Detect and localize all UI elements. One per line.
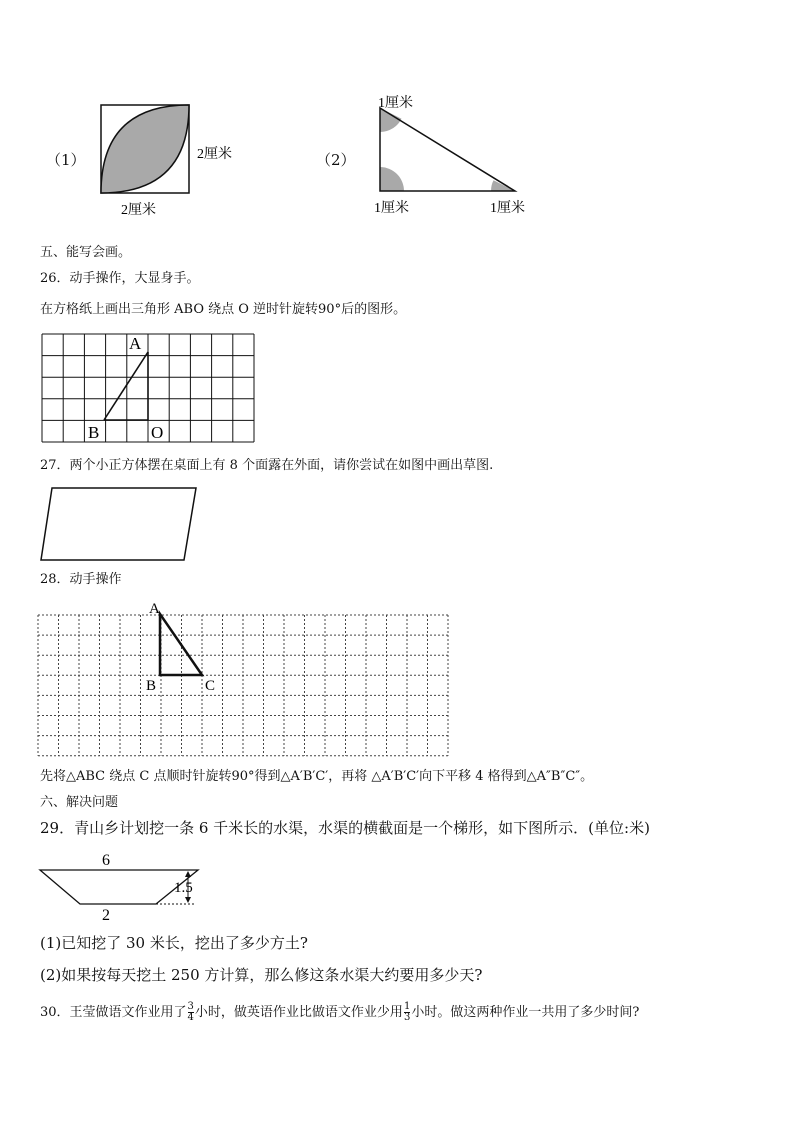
q26-side-ab [104, 352, 148, 420]
fig2-right-angle-sector [380, 167, 404, 191]
q30-frac2-den: 3 [403, 1012, 411, 1023]
q26-grid-figure [40, 332, 256, 444]
q30-part2: 小时，做英语作业比做语文作业少用 [194, 1005, 403, 1020]
q27-text: 27．两个小正方体摆在桌面上有 8 个面露在外面，请你尝试在如图中画出草图. [40, 458, 494, 473]
q27-parallelogram-shape [41, 488, 196, 560]
q27-parallelogram [38, 485, 202, 563]
q30-part3: 小时。做这两种作业一共用了多少时间? [411, 1005, 640, 1020]
q30-fraction-3-4 [188, 1002, 194, 1023]
q29-sub1: (1)已知挖了 30 米长，挖出了多少方土? [40, 934, 308, 952]
q30-frac2-num: 1 [403, 1001, 411, 1012]
fig2-bottom-right-label: 1厘米 [490, 201, 525, 216]
q29-trapezoid-figure [36, 848, 206, 924]
q26-instruction: 在方格纸上画出三角形 ABO 绕点 O 逆时针旋转90°后的图形。 [40, 302, 407, 317]
fig1-label: （1） [46, 151, 86, 169]
q30-frac1-num: 3 [187, 1001, 194, 1012]
q26-label-a: A [129, 334, 142, 353]
fig2-top-label: 1厘米 [378, 96, 413, 111]
fig1-square-leaf [95, 100, 255, 220]
fig2-bottom-left-label: 1厘米 [374, 201, 409, 216]
fig1-right-label: 2厘米 [197, 147, 232, 162]
section-5-heading: 五、能写会画。 [40, 245, 132, 260]
q30-part1: 30．王莹做语文作业用了 [40, 1005, 187, 1020]
q30-frac1-den: 4 [187, 1012, 194, 1023]
q29-height-label: 1.5 [174, 880, 193, 896]
q28-label-c: C [205, 678, 216, 694]
q28-label-a: A [149, 601, 160, 617]
q29-height-arrow-top [185, 871, 191, 877]
q29-top-label: 6 [102, 852, 110, 869]
q30-fraction-1-3 [404, 1002, 410, 1023]
q28-instruction: 先将△ABC 绕点 C 点顺时针旋转90°得到△A′B′C′，再将 △A′B′C′向下平移 4 格得到△A″B″C″。 [40, 769, 594, 784]
q28-label-b: B [146, 678, 157, 694]
fig2-label: （2） [316, 151, 356, 169]
q29-height-arrow-bottom [185, 897, 191, 903]
q29-text: 29．青山乡计划挖一条 6 千米长的水渠，水渠的横截面是一个梯形，如下图所示．(单位:米) [40, 819, 650, 837]
fig1-leaf-shape [101, 105, 189, 193]
q28-dotted-grid [38, 615, 448, 756]
q28-title: 28．动手操作 [40, 572, 122, 587]
fig1-bottom-label: 2厘米 [121, 203, 156, 218]
q29-bottom-label: 2 [102, 907, 110, 924]
fig2-triangle [370, 90, 550, 220]
section-6-heading: 六、解决问题 [40, 795, 119, 810]
q29-sub2: (2)如果按每天挖土 250 方计算，那么修这条水渠大约要用多少天? [40, 966, 483, 984]
q26-title: 26．动手操作，大显身手。 [40, 271, 200, 286]
q30-text [40, 1000, 639, 1026]
q26-label-o: O [151, 423, 164, 442]
q26-label-b: B [88, 423, 100, 442]
q28-grid-figure [36, 598, 452, 762]
